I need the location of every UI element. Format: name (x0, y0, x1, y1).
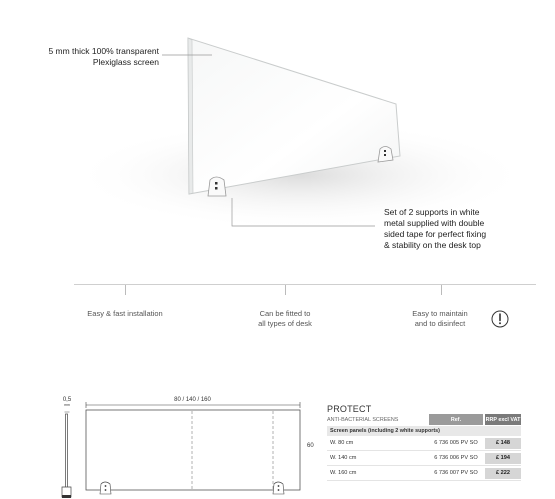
feature-tick-1 (125, 285, 126, 295)
foot-left-icon (100, 482, 111, 494)
callout-plexiglass-line2: Plexiglass screen (92, 57, 159, 67)
feature-tick-2 (285, 285, 286, 295)
feature-1-line1: Easy & fast installation (87, 309, 163, 318)
table-row (327, 436, 521, 451)
table-subtitle: ANTI-BACTERIAL SCREENS (327, 416, 399, 423)
feature-easy-installation (65, 309, 185, 319)
table-row (327, 451, 521, 466)
feature-tick-3 (441, 285, 442, 295)
attention-icon (490, 309, 510, 329)
callout-plexiglass-line1: 5 mm thick 100% transparent (48, 46, 159, 56)
row-width: W. 160 cm (330, 470, 357, 476)
row-width: W. 80 cm (330, 440, 354, 446)
feature-3-line2: and to disinfect (414, 318, 466, 328)
table-section-header: Screen panels (including 2 white supports) (327, 426, 521, 436)
foot-right-icon (273, 482, 284, 494)
row-ref: 6 736 007 PV SO (434, 470, 478, 476)
table-title: PROTECT (327, 404, 372, 414)
front-view-drawing (80, 402, 310, 499)
price-table (327, 404, 521, 481)
support-left-icon (208, 177, 226, 196)
row-ref: 6 736 005 PV SO (434, 440, 478, 446)
callout-plexiglass (20, 46, 159, 68)
height-dimension-label: 60 (307, 443, 314, 449)
callout-supports-line2: metal supplied with double (384, 218, 485, 228)
feature-3-line1: Easy to maintain (412, 309, 468, 318)
callout-supports (384, 207, 549, 251)
thickness-unit: mm (64, 403, 70, 407)
callout-supports-line3: sided tape for perfect fixing (384, 229, 487, 239)
features-divider (74, 284, 536, 285)
support-right-icon (378, 147, 393, 163)
feature-easy-maintain (380, 309, 500, 328)
table-row (327, 466, 521, 481)
feature-2-line2: all types of desk (258, 318, 312, 328)
callout-supports-line4: & stability on the desk top (384, 240, 481, 250)
row-price: £ 148 (485, 438, 521, 449)
row-price: £ 222 (485, 468, 521, 479)
row-width: W. 140 cm (330, 455, 357, 461)
thickness-value: 0,5 (62, 397, 72, 403)
col-ref-header: Ref. (429, 414, 483, 425)
feature-fits-all-desks (225, 309, 345, 328)
feature-2-line1: Can be fitted to (259, 309, 311, 318)
row-ref: 6 736 006 PV SO (434, 455, 478, 461)
side-view-drawing (55, 405, 79, 499)
callout-supports-line1: Set of 2 supports in white (384, 207, 480, 217)
table-header (327, 414, 521, 425)
col-rrp-header: RRP excl VAT (485, 414, 521, 425)
row-price: £ 194 (485, 453, 521, 464)
width-dimension-label: 80 / 140 / 160 (174, 397, 211, 403)
